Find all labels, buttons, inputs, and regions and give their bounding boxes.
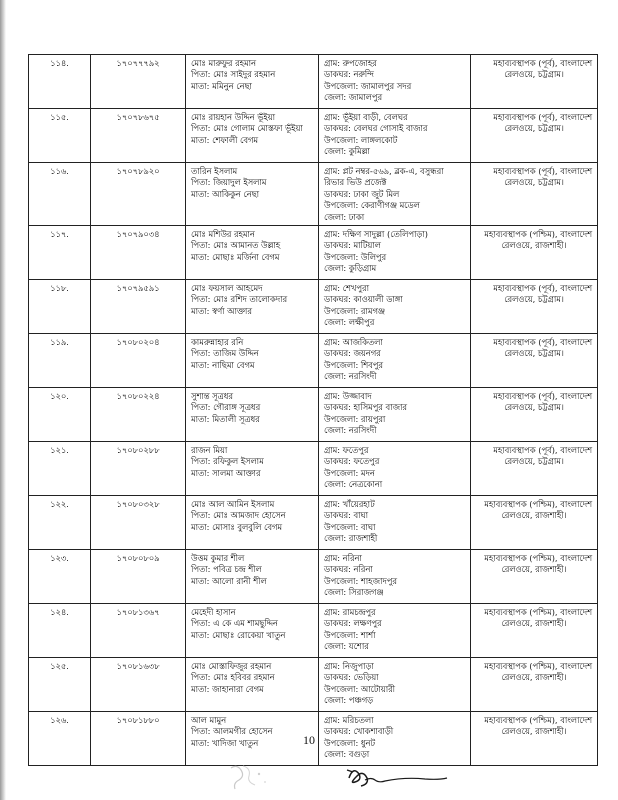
roll-cell: ১৭০৮১৮৮০	[91, 712, 186, 766]
posting-office: মহাব্যবস্থাপক (পূর্ব), বাংলাদেশ	[493, 166, 592, 176]
address-post: ডাকঘর: নরিনা	[324, 564, 373, 575]
address-village: গ্রাম: উজ্জাবাদ	[324, 391, 372, 402]
posting-cell	[471, 109, 598, 163]
address-cell	[319, 604, 471, 658]
roll-cell: ১৭০৮০৮০৯	[91, 550, 186, 604]
address-village: গ্রাম: রুপজোহর	[324, 58, 377, 68]
father-name: পিতা: মোঃ সাইদুর রহমান	[191, 69, 276, 80]
address-cell	[319, 55, 471, 109]
address-district: জেলা: সিরাজগঞ্জ	[324, 587, 384, 598]
posting-cell	[471, 226, 598, 280]
roll-cell: ১৭০৮০২০৪	[91, 334, 186, 388]
address-cell	[319, 280, 471, 334]
posting-office: মহাব্যবস্থাপক (পূর্ব), বাংলাদেশ	[493, 283, 592, 294]
table-row	[29, 55, 598, 109]
address-district: জেলা: পঞ্চগড়	[324, 695, 374, 706]
page-number: 10	[303, 733, 315, 747]
address-upazila: ডাকঘর: ঢাকা জুট মিল	[324, 188, 400, 199]
posting-cell	[471, 550, 598, 604]
mother-name: মাতা: শেফালী বেগম	[191, 134, 259, 145]
person-cell	[186, 658, 319, 712]
serial-cell: ১২০.	[29, 388, 91, 442]
address-district: জেলা: লক্ষীপুর	[324, 317, 375, 328]
serial-cell: ১১৬.	[29, 163, 91, 226]
address-upazila: উপজেলা: শাহজাদপুর	[324, 575, 397, 586]
address-extra: জেলা: ঢাকা	[324, 211, 365, 222]
person-cell	[186, 280, 319, 334]
person-cell	[186, 604, 319, 658]
posting-location: রেলওয়ে, রাজশাহী।	[501, 672, 567, 683]
address-post: ডাকঘর: হাসিমপুর বাজার	[324, 402, 407, 413]
father-name: পিতা: এ কে এম শামছুদ্দিন	[191, 618, 278, 629]
address-village: গ্রাম: খাঁয়েরহাট	[324, 499, 375, 510]
candidate-name: আল মামুন	[191, 715, 227, 726]
posting-cell	[471, 442, 598, 496]
serial-cell: ১২১.	[29, 442, 91, 496]
table-row	[29, 496, 598, 550]
candidate-name: মোঃ মশিউর রহমান	[191, 229, 255, 240]
serial-cell: ১১৯.	[29, 334, 91, 388]
table-row	[29, 604, 598, 658]
address-district: জেলা: নরসিংদী	[324, 425, 377, 436]
candidate-name: মোঃ মারুফুর রহমান	[191, 58, 256, 68]
address-upazila: উপজেলা: শার্শা	[324, 629, 376, 640]
serial-cell: ১২২.	[29, 496, 91, 550]
address-post: ডাকঘর: বেলঘর গোসাই বাজার	[324, 123, 428, 134]
father-name: পিতা: তাজিম উদ্দিন	[191, 348, 259, 359]
signature	[345, 760, 475, 794]
posting-location: রেলওয়ে, চট্টগ্রাম।	[504, 294, 564, 305]
posting-location: রেলওয়ে, চট্টগ্রাম।	[504, 69, 564, 80]
candidate-table-body	[29, 55, 598, 766]
person-cell	[186, 226, 319, 280]
mother-name: মাতা: নাছিমা বেগম	[191, 359, 255, 370]
posting-cell	[471, 388, 598, 442]
candidate-name: সুশান্ত সূত্রধর	[191, 391, 233, 402]
roll-cell: ১৭০৮১৬৩৮	[91, 658, 186, 712]
candidate-table	[28, 54, 598, 766]
address-district: জেলা: জামালপুর	[324, 92, 383, 103]
father-name: পিতা: মোঃ আমানত উল্লাহ	[191, 240, 281, 251]
address-post: রিভার ভিউ প্রজেক্ট	[324, 177, 387, 188]
candidate-name: মোঃ ফয়সাল আহমেদ	[191, 283, 263, 294]
roll-cell: ১৭০৭৯৫৯১	[91, 280, 186, 334]
serial-cell: ১২৪.	[29, 604, 91, 658]
posting-cell	[471, 280, 598, 334]
serial-cell: ১১৪.	[29, 55, 91, 109]
mother-name: মাতা: মোছাঃ মর্জিনা বেগম	[191, 251, 280, 262]
roll-cell: ১৭০৮০২২৪	[91, 388, 186, 442]
mother-name: মাতা: মিতালী সূত্রধর	[191, 413, 260, 424]
address-district: জেলা: নেত্রকোনা	[324, 479, 383, 490]
table-row	[29, 226, 598, 280]
roll-cell: ১৭০৭৭৭৯২	[91, 55, 186, 109]
posting-office: মহাব্যবস্থাপক (পশ্চিম), বাংলাদেশ	[484, 553, 592, 564]
mother-name: মাতা: মোসাঃ বুলবুলি বেগম	[191, 521, 283, 532]
address-village: গ্রাম: দক্ষিণ সাদুল্লা (তেলিপাড়া)	[324, 229, 428, 240]
address-upazila: উপজেলা: লাঙ্গলকোট	[324, 134, 398, 145]
posting-cell	[471, 604, 598, 658]
address-village: গ্রাম: নরিনা	[324, 553, 362, 564]
address-cell	[319, 163, 471, 226]
posting-cell	[471, 658, 598, 712]
address-post: ডাকঘর: নরুন্দি	[324, 69, 374, 80]
father-name: পিতা: পবিত্র চন্দ্র শীল	[191, 564, 262, 575]
posting-office: মহাব্যবস্থাপক (পূর্ব), বাংলাদেশ	[493, 337, 592, 348]
address-post: ডাকঘর: মাটিয়াল	[324, 240, 381, 251]
address-cell	[319, 109, 471, 163]
address-post: ডাকঘর: ভেড়িয়া	[324, 672, 379, 683]
mother-name: মাতা: খাদিজা খাতুন	[191, 737, 259, 748]
scanned-page-edge	[0, 0, 6, 800]
father-name: পিতা: মোঃ রশিদ তালোকদার	[191, 294, 288, 305]
serial-cell: ১২৬.	[29, 712, 91, 766]
posting-office: মহাব্যবস্থাপক (পশ্চিম), বাংলাদেশ	[484, 715, 592, 726]
posting-office: মহাব্যবস্থাপক (পশ্চিম), বাংলাদেশ	[484, 661, 592, 672]
person-cell	[186, 496, 319, 550]
candidate-name: রাজন মিয়া	[191, 445, 228, 456]
mother-name: মাতা: স্বর্ণা আক্তার	[191, 305, 252, 316]
address-district: জেলা: কুড়িগ্রাম	[324, 263, 377, 274]
address-village: গ্রাম: মরিচতলা	[324, 715, 374, 726]
posting-location: রেলওয়ে, চট্টগ্রাম।	[504, 123, 564, 134]
posting-location: রেলওয়ে, চট্টগ্রাম।	[504, 402, 564, 413]
address-post: ডাকঘর: জয়নগর	[324, 348, 381, 359]
address-upazila: উপজেলা: রামগঞ্জ	[324, 305, 385, 316]
posting-office: মহাব্যবস্থাপক (পূর্ব), বাংলাদেশ	[493, 391, 592, 402]
father-name: পিতা: মোঃ হবিবর রহমান	[191, 672, 275, 683]
person-cell	[186, 55, 319, 109]
address-village: গ্রাম: প্লট নম্বর-৫৬৯, ব্লক-এ, বসুন্ধরা	[324, 166, 444, 176]
table-row	[29, 442, 598, 496]
person-cell	[186, 163, 319, 226]
candidate-name: কামরুন্নাহার রনি	[191, 337, 244, 348]
father-name: পিতা: মোঃ গোলাম মোস্তফা ভূঁইয়া	[191, 123, 303, 134]
mother-name: মাতা: মোছাঃ রোকেয়া খাতুন	[191, 629, 286, 640]
posting-location: রেলওয়ে, রাজশাহী।	[501, 240, 567, 251]
address-village: গ্রাম: ভূঁইয়া বাড়ী, বেলঘর	[324, 112, 408, 122]
father-name: পিতা: মোঃ আমজাদ হোসেন	[191, 510, 286, 521]
posting-location: রেলওয়ে, চট্টগ্রাম।	[504, 348, 564, 359]
table-row	[29, 280, 598, 334]
person-cell	[186, 334, 319, 388]
address-upazila: উপজেলা: শিবপুর	[324, 359, 383, 370]
mother-name: মাতা: মমিনুন নেছা	[191, 80, 252, 91]
candidate-name: মেহেদী হাসান	[191, 607, 236, 618]
posting-office: মহাব্যবস্থাপক (পূর্ব), বাংলাদেশ	[493, 58, 592, 68]
address-district: জেলা: যশোর	[324, 641, 369, 652]
posting-location: রেলওয়ে, রাজশাহী।	[501, 726, 567, 737]
table-row	[29, 550, 598, 604]
posting-location: রেলওয়ে, রাজশাহী।	[501, 564, 567, 575]
address-cell	[319, 388, 471, 442]
serial-cell: ১১৭.	[29, 226, 91, 280]
address-cell	[319, 658, 471, 712]
person-cell	[186, 388, 319, 442]
scan-smudge-mark	[225, 760, 275, 794]
mother-name: মাতা: আলো রানী শীল	[191, 575, 267, 586]
candidate-name: মোঃ রায়হান উদ্দিন ভূঁইয়া	[191, 112, 276, 122]
posting-cell	[471, 163, 598, 226]
roll-cell: ১৭০৮১৩৬৭	[91, 604, 186, 658]
posting-office: মহাব্যবস্থাপক (পূর্ব), বাংলাদেশ	[493, 112, 592, 122]
roll-cell: ১৭০৮০২৮৮	[91, 442, 186, 496]
mother-name: মাতা: জাহানারা বেগম	[191, 683, 264, 694]
address-post: ডাকঘর: খোকশাবাড়ী	[324, 726, 394, 737]
address-district: জেলা: বগুড়া	[324, 749, 370, 760]
posting-location: রেলওয়ে, রাজশাহী।	[501, 510, 567, 521]
posting-office: মহাব্যবস্থাপক (পশ্চিম), বাংলাদেশ	[484, 499, 592, 510]
address-upazila: উপজেলা: উলিপুর	[324, 251, 387, 262]
address-village: গ্রাম: আজকিতলা	[324, 337, 383, 348]
posting-location: রেলওয়ে, চট্টগ্রাম।	[504, 456, 564, 467]
posting-location: রেলওয়ে, চট্টগ্রাম।	[504, 177, 564, 188]
address-cell	[319, 496, 471, 550]
person-cell	[186, 550, 319, 604]
address-upazila: উপজেলা: বাঘা	[324, 521, 376, 532]
table-row	[29, 334, 598, 388]
person-cell	[186, 442, 319, 496]
address-post: ডাকঘর: লক্ষণপুর	[324, 618, 382, 629]
serial-cell: ১১৮.	[29, 280, 91, 334]
posting-office: মহাব্যবস্থাপক (পশ্চিম), বাংলাদেশ	[484, 607, 592, 618]
address-district: জেলা: নরসিংদী	[324, 371, 377, 382]
address-cell	[319, 334, 471, 388]
address-post: ডাকঘর: ফতেপুর	[324, 456, 380, 467]
address-village: গ্রাম: ফতেপুর	[324, 445, 369, 456]
father-name: পিতা: আলমগীর হোসেন	[191, 726, 273, 737]
table-row	[29, 109, 598, 163]
address-village: গ্রাম: রামচন্দ্রপুর	[324, 607, 376, 618]
roll-cell: ১৭০৭৯০৩৪	[91, 226, 186, 280]
address-upazila: উপজেলা: ধুনট	[324, 737, 375, 748]
roll-cell: ১৭০৭৮৬৭৫	[91, 109, 186, 163]
candidate-name: মোঃ আল আমিন ইসলাম	[191, 499, 275, 510]
address-cell	[319, 442, 471, 496]
address-district: উপজেলা: কেরাণীগঞ্জ মডেল	[324, 200, 420, 211]
serial-cell: ১২৫.	[29, 658, 91, 712]
candidate-name: তারিন ইসলাম	[191, 166, 238, 176]
candidate-name: মোঃ মোস্তাফিজুর রহমান	[191, 661, 272, 672]
address-upazila: উপজেলা: রায়পুরা	[324, 413, 386, 424]
father-name: পিতা: রফিকুল ইসলাম	[191, 456, 264, 467]
address-district: জেলা: কুমিল্লা	[324, 146, 370, 157]
address-upazila: উপজেলা: আটোয়ারী	[324, 683, 396, 694]
table-row	[29, 388, 598, 442]
person-cell	[186, 109, 319, 163]
mother-name: মাতা: সালমা আক্তার	[191, 467, 261, 478]
serial-cell: ১২৩.	[29, 550, 91, 604]
candidate-name: উত্তম কুমার শীল	[191, 553, 245, 564]
father-name: পিতা: জিয়াদুল ইসলাম	[191, 177, 267, 188]
address-cell	[319, 226, 471, 280]
roll-cell: ১৭০৮০৩২৮	[91, 496, 186, 550]
roll-cell: ১৭০৭৮৯২০	[91, 163, 186, 226]
posting-cell	[471, 334, 598, 388]
address-post: ডাকঘর: বাঘা	[324, 510, 368, 521]
address-village: গ্রাম: নিজুপাড়া	[324, 661, 374, 672]
address-district: জেলা: রাজশাহী	[324, 533, 378, 544]
posting-cell	[471, 496, 598, 550]
address-upazila: উপজেলা: মদন	[324, 467, 375, 478]
table-row	[29, 163, 598, 226]
posting-office: মহাব্যবস্থাপক (পূর্ব), বাংলাদেশ	[493, 445, 592, 456]
address-post: ডাকঘর: কাওয়ালী ডাঙ্গা	[324, 294, 403, 305]
serial-cell: ১১৫.	[29, 109, 91, 163]
mother-name: মাতা: আকিকুন নেছা	[191, 188, 260, 199]
posting-office: মহাব্যবস্থাপক (পশ্চিম), বাংলাদেশ	[484, 229, 592, 240]
address-village: গ্রাম: শেখপুরা	[324, 283, 369, 294]
father-name: পিতা: গৌরাঙ্গ সূত্রধর	[191, 402, 261, 413]
address-cell	[319, 550, 471, 604]
posting-cell	[471, 55, 598, 109]
table-row	[29, 658, 598, 712]
address-upazila: উপজেলা: জামালপুর সদর	[324, 80, 412, 91]
posting-location: রেলওয়ে, রাজশাহী।	[501, 618, 567, 629]
